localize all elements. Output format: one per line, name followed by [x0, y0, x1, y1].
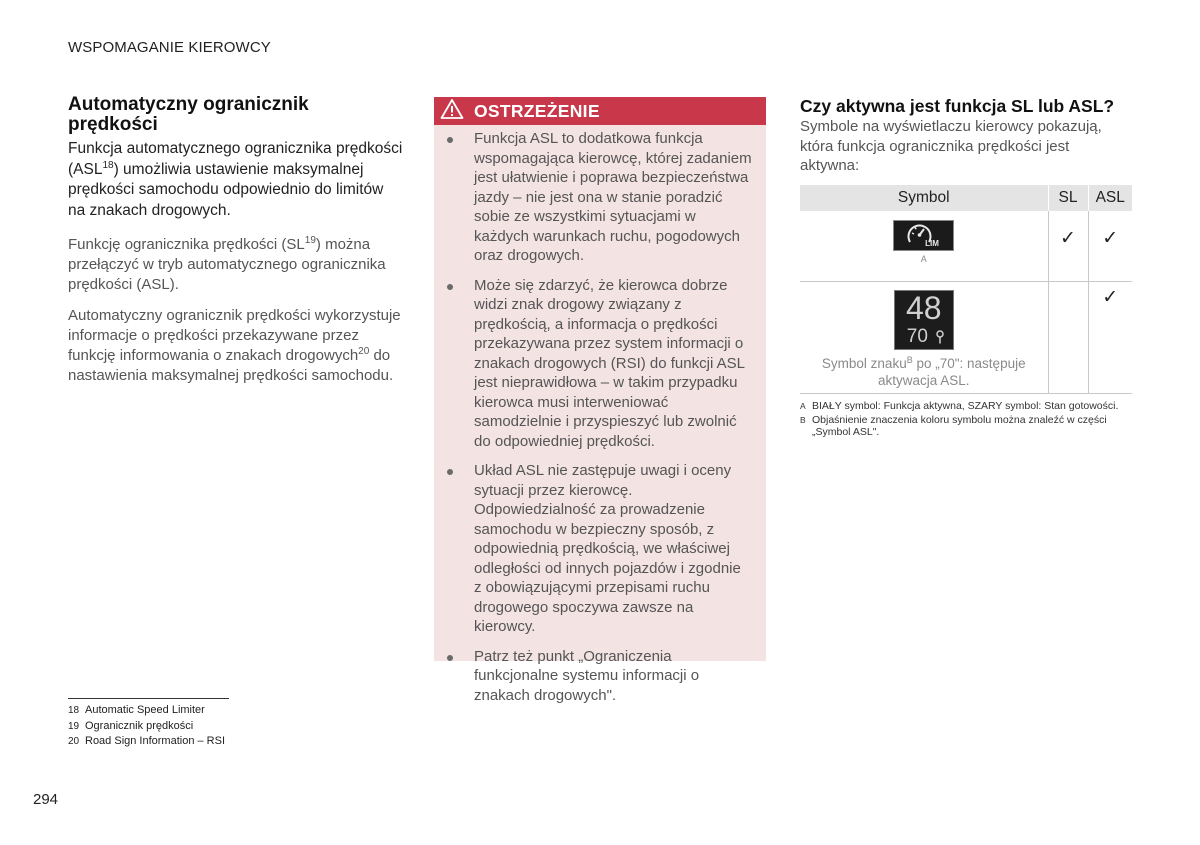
- intro-column: [68, 95, 403, 386]
- checkmark-icon: ✓: [1102, 227, 1119, 249]
- asl-cell: [1088, 211, 1132, 282]
- symbol-cell: [800, 281, 1048, 393]
- footnote-text: Road Sign Information – RSI: [85, 735, 226, 747]
- sign-caption: [800, 355, 1048, 389]
- warning-item: [446, 461, 752, 637]
- asl-cell: [1088, 281, 1132, 393]
- table-footnote-label: A: [800, 400, 806, 411]
- warning-item: [446, 647, 752, 706]
- footnote-text: Ogranicznik prędkości: [85, 719, 194, 732]
- footnote-ref-b: B: [906, 354, 913, 365]
- symbol-cell: [800, 211, 1048, 282]
- checkmark-icon: ✓: [1060, 227, 1076, 249]
- warning-header: [434, 97, 766, 125]
- p2-text-a: Funkcję ogranicznika prędkości (SL: [68, 236, 305, 253]
- caption-text-b: po „70": następuje aktywacja ASL.: [877, 355, 1026, 388]
- footnote-number: 20: [68, 736, 80, 747]
- warning-box: [434, 97, 766, 704]
- p3-text-b: do nastawienia maksymalnej prędkości samochodu.: [68, 347, 394, 384]
- warning-list: [434, 125, 766, 705]
- symbol-table: [800, 185, 1132, 394]
- table-footnotes: [800, 400, 1132, 438]
- symbol-section-title: Czy aktywna jest funkcja SL lub ASL?: [800, 96, 1115, 116]
- bullet-icon: [447, 655, 453, 661]
- symbol-intro: Symbole na wyświetlaczu kierowcy pokazują, która funkcja ogranicznika prędkości jest aktywna:: [800, 118, 1102, 174]
- bullet-icon: [447, 137, 453, 143]
- footnote-number: 19: [68, 720, 80, 732]
- table-footnote: [800, 400, 1132, 412]
- footnote: [68, 719, 225, 735]
- lead-paragraph: [68, 139, 403, 221]
- warning-triangle-icon: [440, 98, 464, 125]
- warning-item-text: Może się zdarzyć, że kierowca dobrze widzi znak drogowy związany z prędkością, a informacja o prędkości przekazywana przez system informacji o znakach drogowych (RSI) do funkcji ASL jest nieprawidłowa – w takim przypadku kierowca musi interweniować samodzielnie i przyspieszyć lub zwolnić do odpowiedniej prędkości.: [474, 276, 745, 450]
- lim-label: LIM: [924, 239, 939, 248]
- checkmark-icon: ✓: [1102, 286, 1119, 308]
- header-sl: SL: [1048, 185, 1088, 211]
- footnote: [68, 703, 225, 719]
- lead-text-b: ) umożliwia ustawienie maksymalnej prędkości samochodu odpowiednio do limitów na znakach drogowych.: [68, 160, 384, 219]
- speed-limiter-icon: [893, 220, 954, 251]
- warning-item-text: Układ ASL nie zastępuje uwagi i oceny sytuacji przez kierowcę. Odpowiedzialność za prowadzenie samochodu w bezpieczny sposób, z odpowiednią prędkością, we właściwej odległości od innych pojazdów i zgodnie z obowiązującymi przepisami ruchu drogowego spoczywa zawsze na kierowcy.: [474, 462, 741, 635]
- footnote-ref-19: 19: [304, 235, 316, 246]
- sl-cell: [1048, 211, 1088, 282]
- p3-text-a: Automatyczny ogranicznik prędkości wykorzystuje informacje o prędkości przekazywane przez funkcję informowania o znakach drogowych: [68, 307, 401, 364]
- asl-speed-sign-icon: [894, 290, 954, 350]
- table-footnote-text: Objaśnienie znaczenia koloru symbolu można znaleźć w części „Symbol ASL".: [812, 413, 1107, 438]
- warning-title: OSTRZEŻENIE: [474, 100, 600, 121]
- paragraph-sl: [68, 235, 403, 295]
- table-footnote: [800, 414, 1132, 438]
- symbol-column: [800, 96, 1132, 440]
- caption-text-a: Symbol znaku: [821, 355, 907, 371]
- table-row: [800, 281, 1132, 393]
- footnote-ref-18: 18: [102, 159, 114, 171]
- paragraph-rsi: [68, 306, 403, 386]
- warning-item-text: Funkcja ASL to dodatkowa funkcja wspomagająca kierowcę, której zadaniem jest ułatwienie i poprawa bezpieczeństwa jazdy – nie jest ona w stanie poradzić sobie ze wszystkimi sytuacjami w każdych warunkach ruchu, pogodowych oraz drogowych.: [474, 130, 752, 264]
- table-footnote-label: B: [800, 414, 806, 425]
- section-title: Automatyczny ogranicznik prędkości: [68, 94, 309, 135]
- limit-speed: 70: [906, 325, 928, 347]
- header-symbol: Symbol: [800, 185, 1048, 211]
- footnote-ref-a: A: [920, 253, 927, 264]
- warning-item: [446, 276, 752, 452]
- footnote-ref-20: 20: [358, 346, 370, 357]
- table-header-row: [800, 185, 1132, 211]
- warning-item: [446, 129, 752, 266]
- bullet-icon: [447, 284, 453, 290]
- header-asl: ASL: [1088, 185, 1132, 211]
- table-footnote-text: BIAŁY symbol: Funkcja aktywna, SZARY symbol: Stan gotowości.: [812, 399, 1119, 412]
- footnote-number: 18: [68, 705, 80, 716]
- page-number: 294: [33, 791, 59, 808]
- footnote-divider: [68, 698, 229, 699]
- table-row: [800, 211, 1132, 282]
- warning-item-text: Patrz też punkt „Ograniczenia funkcjonalne systemu informacji o znakach drogowych".: [474, 647, 700, 704]
- lead-text-a: Funkcja automatycznego ogranicznika prędkości (ASL: [68, 140, 403, 178]
- section-header: WSPOMAGANIE KIEROWCY: [68, 39, 271, 56]
- current-speed: 48: [905, 289, 942, 326]
- page-footnotes: [68, 703, 225, 750]
- sign-marker-icon: [936, 330, 944, 344]
- bullet-icon: [447, 469, 453, 475]
- p2-text-b: ) można przełączyć w tryb automatycznego ogranicznika prędkości (ASL).: [68, 236, 386, 293]
- footnote: [68, 734, 225, 750]
- footnote-text: Automatic Speed Limiter: [85, 704, 205, 716]
- sl-cell: [1048, 281, 1088, 393]
